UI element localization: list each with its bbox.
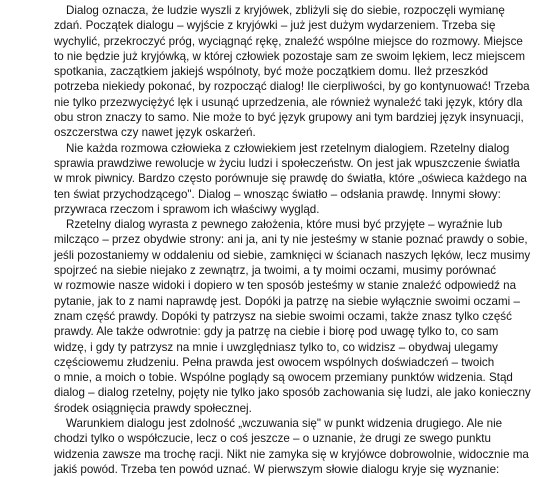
text-line: pytanie, jak to z nami naprawdę jest. Dopóki ja patrzę na siebie wyłącznie swoimi oczami – (54, 294, 520, 308)
text-line: Rzetelny dialog wyrasta z pewnego założenia, które musi być przyjęte – wyraźnie lub (66, 218, 503, 232)
text-line: nie tylko przezwyciężyć lęk i usunąć uprzedzenia, ale również wynaleźć taki język, który dla (54, 95, 523, 109)
text-line: jeśli pozostaniemy w oddaleniu od siebie, zamknięci w ścianach naszych lęków, lecz musimy (54, 248, 531, 262)
paragraph-3 (54, 217, 531, 416)
text-line: środek osiągnięcia prawdy społecznej. (54, 401, 252, 415)
text-line: w mrok piwnicy. Bardzo często porównuje się prawdę do światła, które „oświeca każdego na (54, 172, 527, 186)
text-line: o mnie, a moich o tobie. Wspólne poglądy są owocem przemiany punktów widzenia. Stąd (54, 371, 513, 385)
text-line: wychylić, przekroczyć próg, wyciągnąć rękę, znaleźć wspólne miejsce do rozmowy. Miejsce (54, 34, 523, 48)
text-line: prawdy. Ale także odwrotnie: gdy ja patrzę na ciebie i biorę pod uwagę tylko to, co sam (54, 325, 499, 339)
text-line: przywraca rzeczom i sprawom ich właściwy wygląd. (54, 202, 320, 216)
text-line: ten świat przychodzącego". Dialog – wnosząc światło – odsłania prawdę. Innymi słowy: (54, 187, 501, 201)
text-line: obu stron znaczy to samo. Nie może to być język grupowy ani tym bardziej język insynuacji, (54, 111, 524, 125)
text-line: dialog – dialog rzetelny, pojęty nie tylko jako sposób zachowania się ludzi, ale jako konieczny (54, 386, 531, 400)
text-line: Nie każda rozmowa człowieka z człowiekiem jest rzetelnym dialogiem. Rzetelny dialog (66, 141, 510, 155)
text-line: sprawia prawdziwe rewolucje w życiu ludzi i społeczeństw. On jest jak wpuszczenie światła (54, 156, 520, 170)
text-line: potrzeba niekiedy pokonać, by rozpocząć dialog! Ile cierpliwości, by go kontynuować! Trzeba (54, 80, 530, 94)
text-line: spojrzeć na siebie niejako z zewnątrz, ja twoimi, a ty moimi oczami, musimy porównać (54, 264, 497, 278)
text-line: jakiś powód. Trzeba ten powód uznać. W pierwszym słowie dialogu kryje się wyznanie: (54, 462, 500, 476)
text-line: zdań. Początek dialogu – wyjście z kryjówki – już jest dużym wydarzeniem. Trzeba się (54, 19, 496, 33)
text-line: milcząco – przez obydwie strony: ani ja, ani ty nie jesteśmy w stanie poznać prawdy o sobie, (54, 233, 528, 247)
text-line: to nie będzie już kryjówką, w której człowiek pozostaje sam ze swoim lękiem, lecz miejscem (54, 49, 525, 63)
text-line: w rozmowie nasze widoki i dopiero w ten sposób jesteśmy w stanie znaleźć odpowiedź na (54, 279, 517, 293)
paragraph-1 (54, 3, 530, 141)
paragraph-2 (54, 141, 527, 217)
text-line: Dialog oznacza, że ludzie wyszli z kryjówek, zbliżyli się do siebie, rozpoczęli wymianę (66, 4, 505, 17)
text-line: oszczerstwa czy nawet język oskarżeń. (54, 126, 256, 140)
text-line: częściowemu złudzeniu. Pełna prawda jest owocem wspólnych doświadczeń – twoich (54, 355, 495, 369)
text-line: Warunkiem dialogu jest zdolność „wczuwania się" w punkt widzenia drugiego. Ale nie (66, 417, 503, 431)
text-line: widzę, i gdy ty patrzysz na mnie i uwzględniasz tylko to, co widzisz – obydwaj ulegamy (54, 340, 498, 354)
text-line: chodzi tylko o współczucie, lecz o coś jeszcze – o uznanie, że drugi ze swego punktu (54, 432, 491, 446)
paragraph-4 (54, 416, 529, 477)
text-line: spotkania, zaczątkiem jakiejś wspólnoty, być może początkiem domu. Ileż przeszkód (54, 65, 489, 79)
text-line: znam część prawdy. Dopóki ty patrzysz na siebie swoimi oczami, także znasz tylko część (54, 309, 512, 323)
text-line: widzenia zawsze ma trochę racji. Nikt nie zamyka się w kryjówce dobrowolnie, widocznie ma (54, 447, 529, 461)
document-text (54, 3, 531, 477)
